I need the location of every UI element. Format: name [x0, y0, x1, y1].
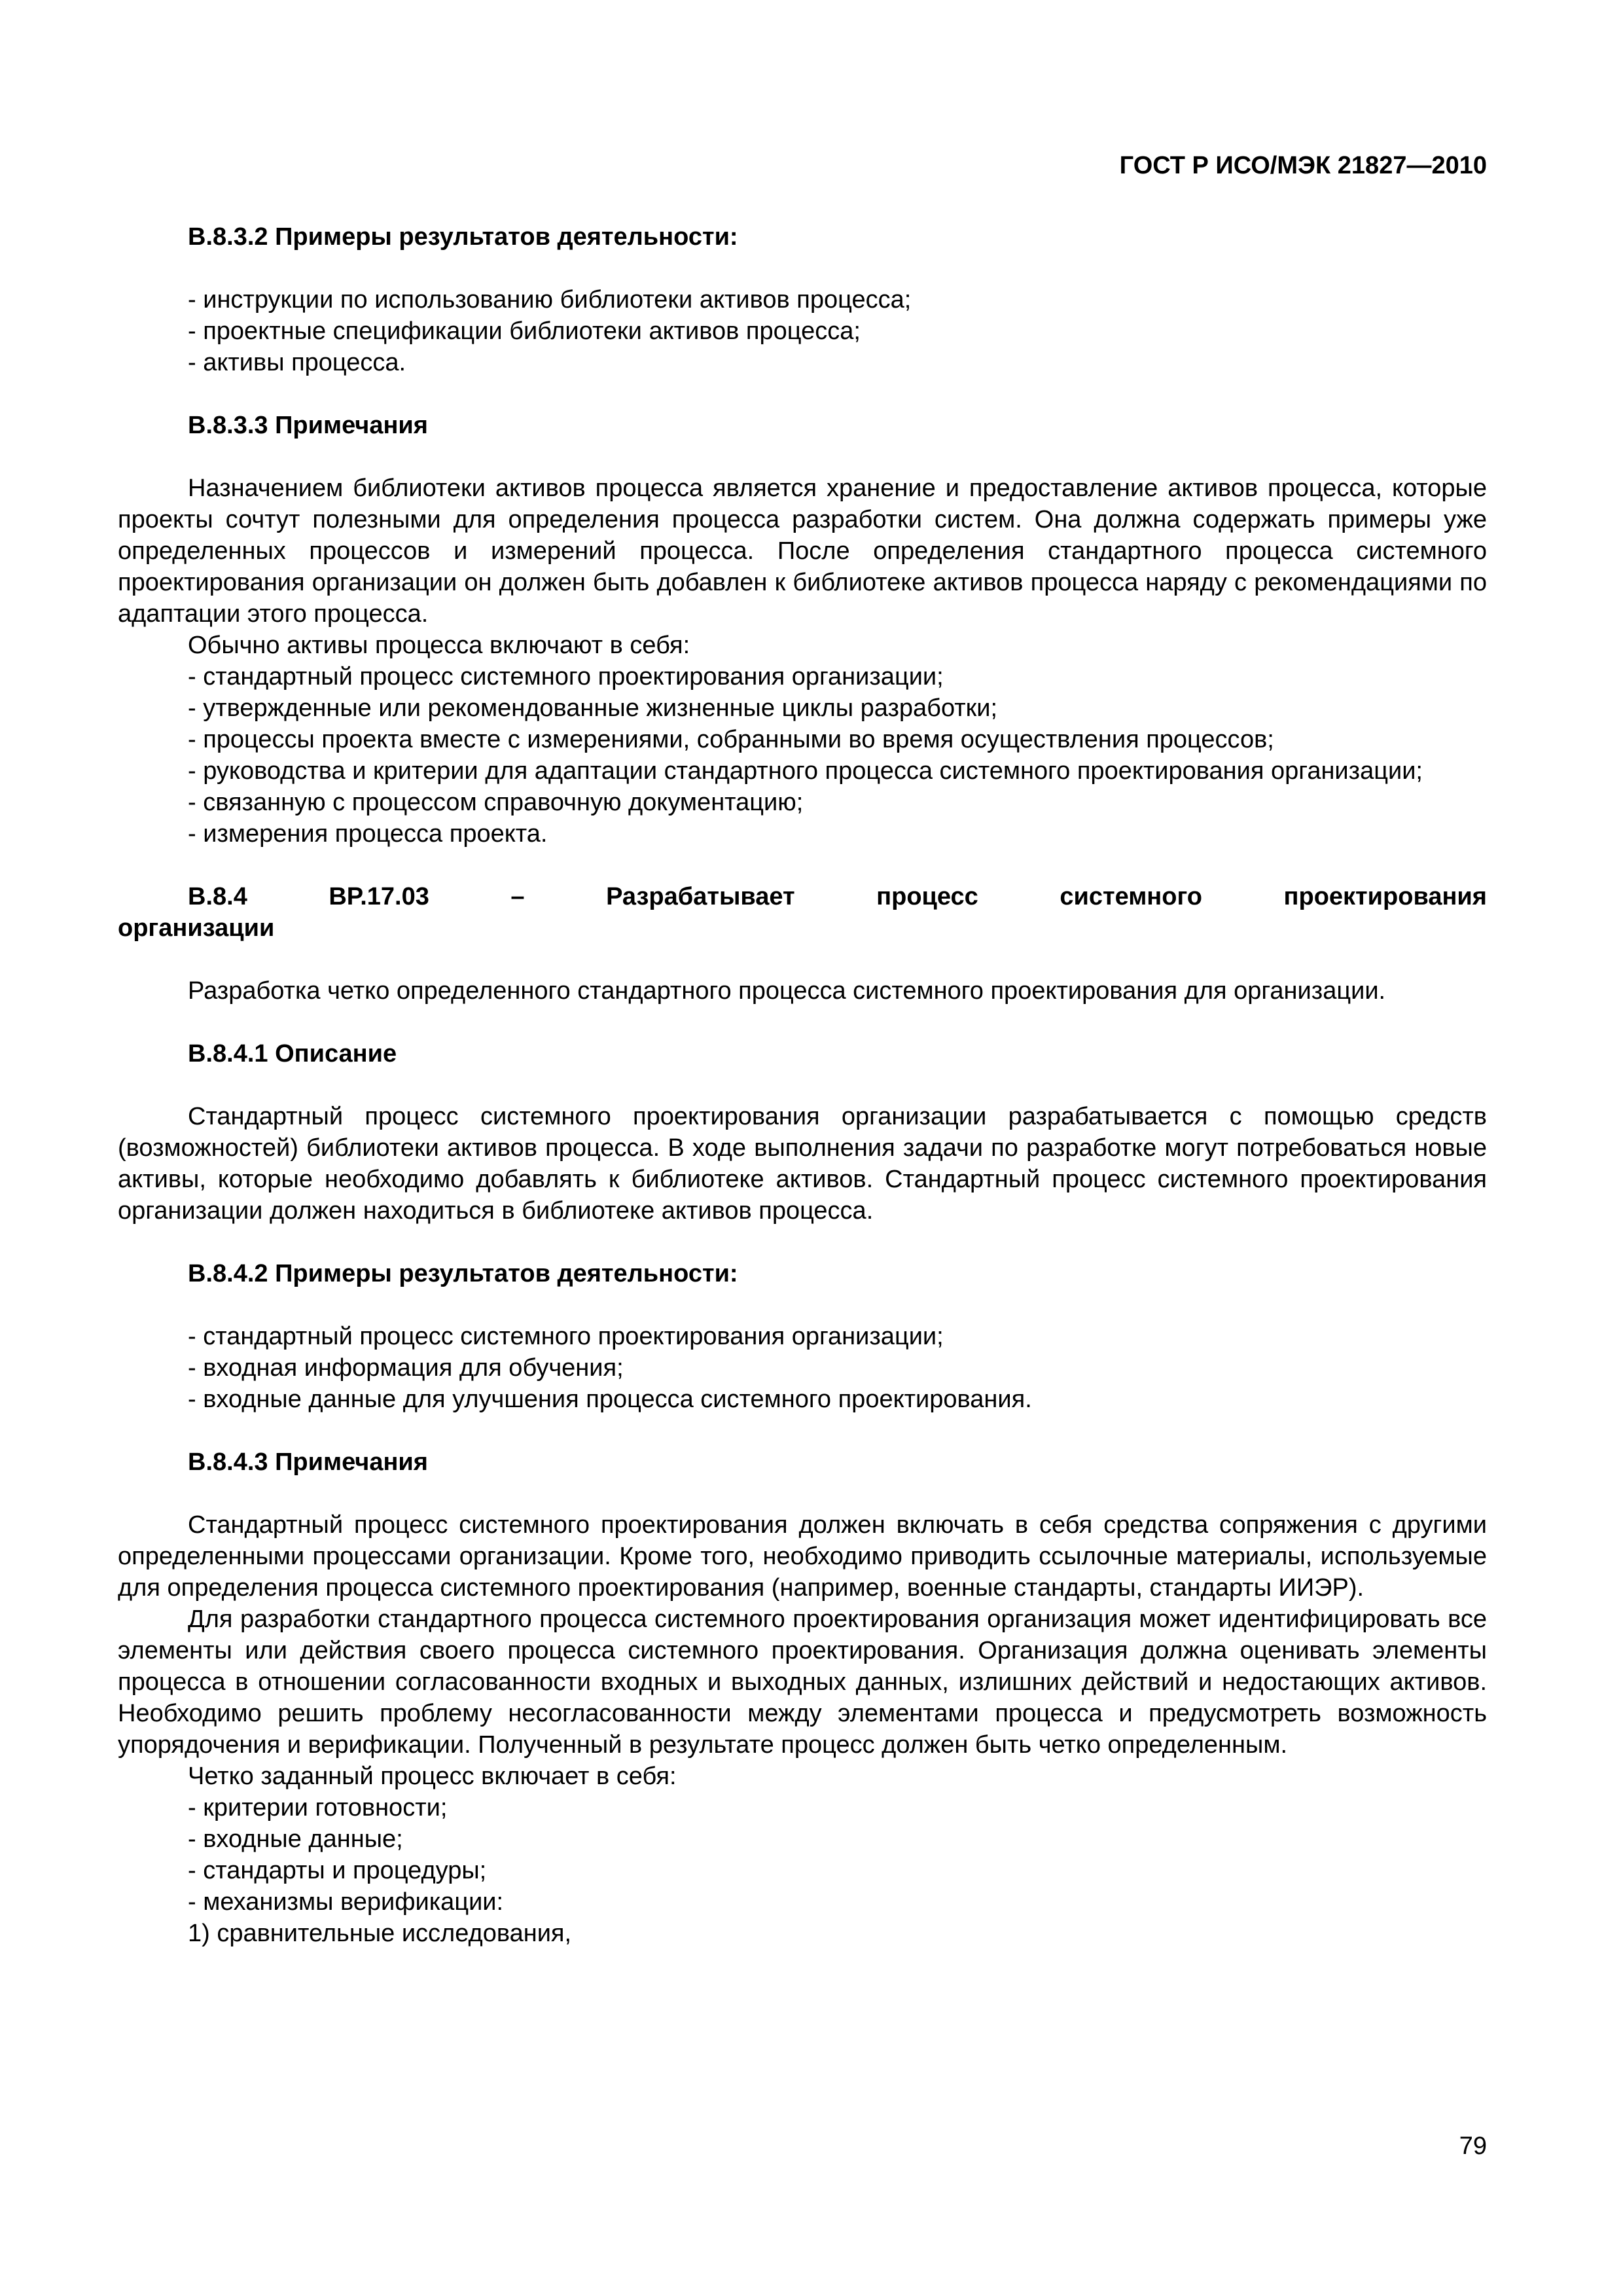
title-word: проектирования [1283, 883, 1487, 910]
list-item: - стандартный процесс системного проектирования организации; [188, 1323, 944, 1350]
list-item: - инструкции по использованию библиотеки активов процесса; [188, 286, 912, 314]
paragraph: Для разработки стандартного процесса системного проектирования организация может идентифицировать все элементы или действия своего процесса системного проектирования. Организация должна оценивать элементы процесса в отношении согласованности входных и выходных данных, излишних действий и недостающих активов. Необходимо решить проблему несогласованности между элементами процесса и предусмотреть возможность упорядочения и верификации. Полученный в результате процесс должен быть четко определенным. [118, 1605, 1487, 1759]
paragraph: Разработка четко определенного стандартного процесса системного проектирования для организации. [188, 977, 1386, 1005]
list-item: - активы процесса. [188, 349, 406, 376]
paragraph: Стандартный процесс системного проектирования организации разрабатывается с помощью средств (возможностей) библиотеки активов процесса. В ходе выполнения задачи по разработке могут потребоваться новые активы, которые необходимо добавлять к библиотеке активов. Стандартный процесс системного проектирования организации должен находиться в библиотеке активов процесса. [118, 1103, 1487, 1225]
list-item: - измерения процесса проекта. [188, 820, 548, 848]
paragraph: Обычно активы процесса включают в себя: [188, 632, 690, 659]
list-item: - механизмы верификации: [188, 1888, 504, 1916]
page-number: 79 [1459, 2132, 1487, 2160]
list-item: - проектные спецификации библиотеки активов процесса; [188, 317, 861, 345]
page-content [118, 221, 1487, 1949]
section-number: В.8.4 [188, 883, 247, 910]
title-word: системного [1060, 883, 1203, 910]
section-b832-title: В.8.3.2 Примеры результатов деятельности: [188, 223, 738, 251]
list-item: 1) сравнительные исследования, [188, 1920, 572, 1947]
section-b84-title-continued: организации [118, 914, 275, 942]
paragraph: Четко заданный процесс включает в себя: [188, 1763, 677, 1790]
section-b843-title: В.8.4.3 Примечания [188, 1448, 428, 1476]
section-b842-title: В.8.4.2 Примеры результатов деятельности: [188, 1260, 738, 1287]
list-item: - входная информация для обучения; [188, 1354, 624, 1382]
list-item: - связанную с процессом справочную документацию; [188, 789, 804, 816]
title-word: процесс [876, 883, 978, 910]
list-item: - процессы проекта вместе с измерениями, собранными во время осуществления процессов; [188, 726, 1274, 753]
list-item: - утвержденные или рекомендованные жизненные циклы разработки; [188, 694, 998, 722]
list-item: - стандартный процесс системного проектирования организации; [188, 663, 944, 691]
document-header-id: ГОСТ Р ИСО/МЭК 21827—2010 [1119, 152, 1487, 179]
title-word: Разрабатывает [606, 883, 795, 910]
paragraph: Назначением библиотеки активов процесса является хранение и предоставление активов процесса, которые проекты сочтут полезными для определения процесса разработки систем. Она должна содержать примеры уже определенных процессов и измерений процесса. После определения стандартного процесса системного проектирования организации он должен быть добавлен к библиотеке активов процесса наряду с рекомендациями по адаптации этого процесса. [118, 475, 1487, 628]
title-dash: – [510, 883, 525, 910]
list-item: - руководства и критерии для адаптации стандартного процесса системного проектирования организации; [188, 757, 1423, 785]
paragraph: Стандартный процесс системного проектирования должен включать в себя средства сопряжения с другими определенными процессами организации. Кроме того, необходимо приводить ссылочные материалы, используемые для определения процесса системного проектирования (например, военные стандарты, стандарты ИИЭР). [118, 1511, 1487, 1602]
section-b84-title [118, 881, 1487, 912]
list-item: - стандарты и процедуры; [188, 1857, 487, 1884]
section-code: BP.17.03 [329, 883, 429, 910]
list-item: - входные данные для улучшения процесса системного проектирования. [188, 1386, 1032, 1413]
section-b833-title: В.8.3.3 Примечания [188, 412, 428, 439]
list-item: - критерии готовности; [188, 1794, 448, 1821]
section-b841-title: В.8.4.1 Описание [188, 1040, 397, 1067]
list-item: - входные данные; [188, 1825, 403, 1853]
